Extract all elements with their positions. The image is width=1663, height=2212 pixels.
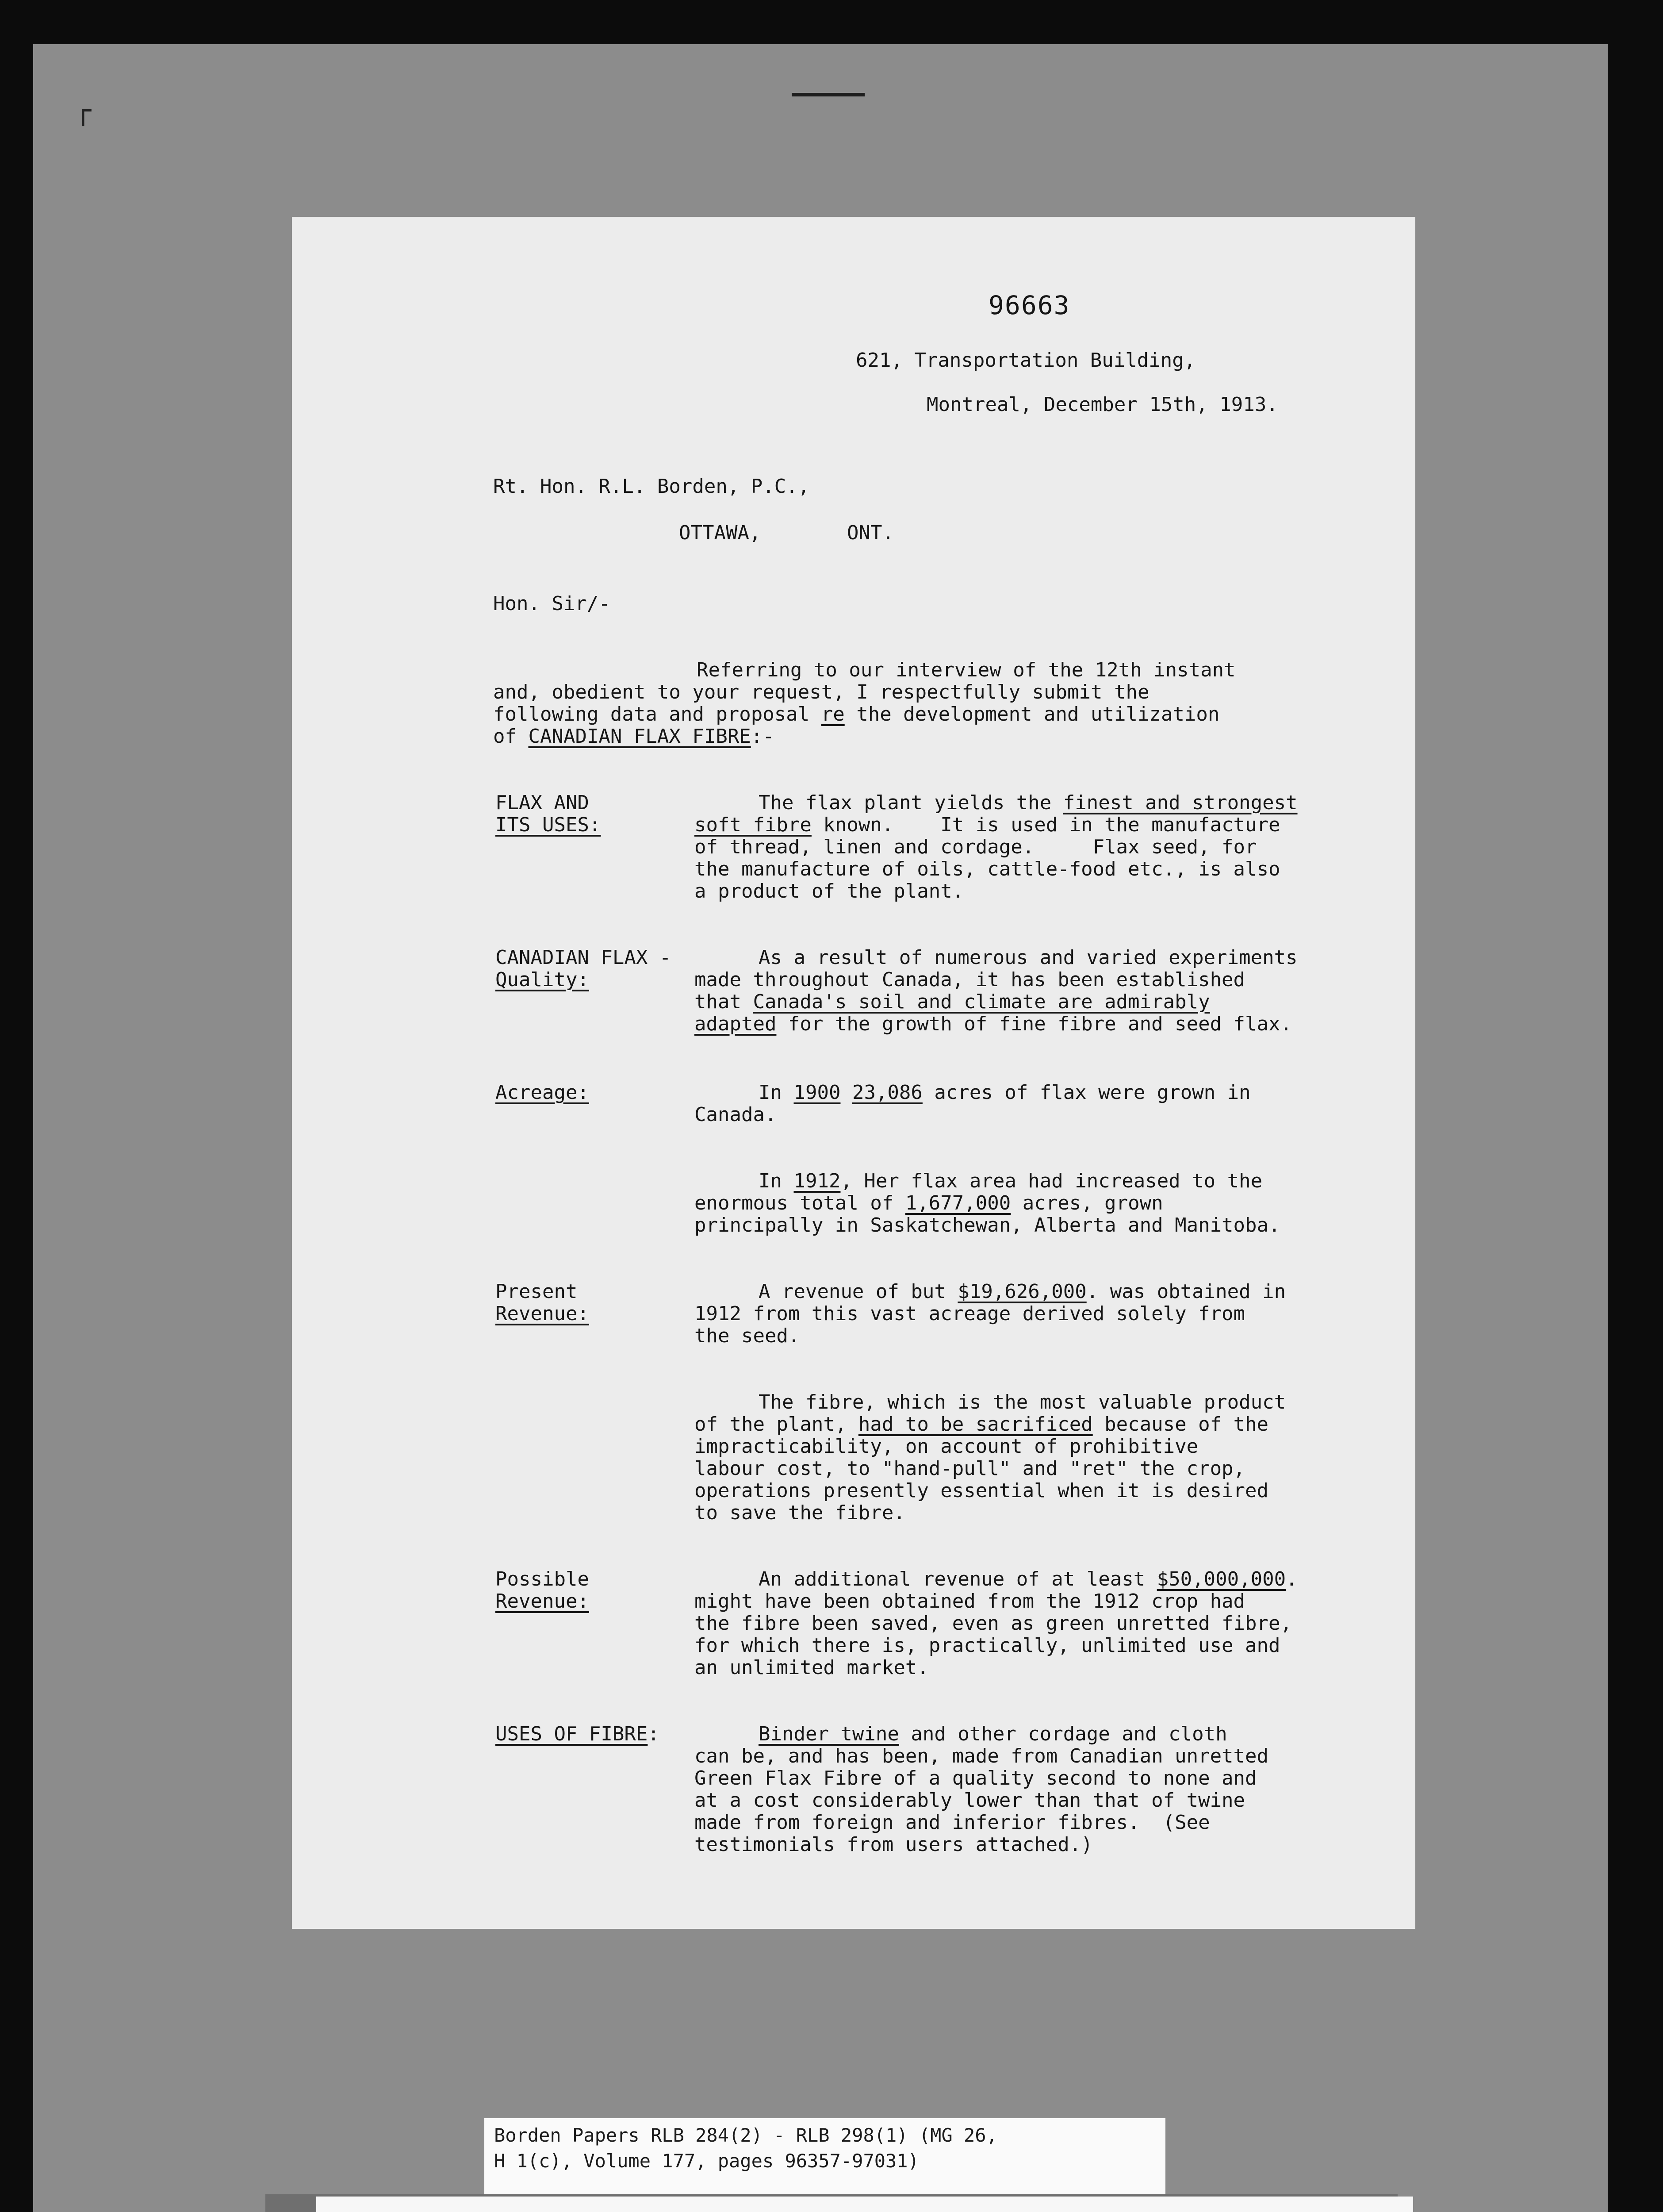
section-label-uses-of-fibre: USES OF FIBRE: — [495, 1723, 659, 1745]
quality-line: that Canada's soil and climate are admirably — [694, 991, 1210, 1013]
fibre-line: to save the fibre. — [694, 1502, 905, 1524]
flax-uses-line: a product of the plant. — [694, 880, 964, 902]
section-label-flax-uses: FLAX AND — [495, 791, 589, 814]
top-rule — [792, 93, 865, 96]
acreage-line: In 1900 23,086 acres of flax were grown in — [759, 1081, 1251, 1104]
section-label-possible-revenue: Possible — [495, 1568, 589, 1590]
quality-line: made throughout Canada, it has been established — [694, 968, 1245, 991]
flax-uses-line: of thread, linen and cordage. Flax seed, for — [694, 836, 1257, 858]
flax-uses-line: the manufacture of oils, cattle-food etc., is also — [694, 858, 1280, 880]
quality-line: adapted for the growth of fine fibre and seed flax. — [694, 1013, 1292, 1035]
uses-of-fibre-line: at a cost considerably lower than that of twine — [694, 1789, 1245, 1812]
recipient-province: ONT. — [847, 522, 894, 544]
fibre-line: of the plant, had to be sacrificed because of the — [694, 1413, 1269, 1436]
possible-revenue-line: for which there is, practically, unlimited use and — [694, 1634, 1280, 1657]
fibre-line: The fibre, which is the most valuable product — [759, 1391, 1286, 1413]
section-label-acreage: Acreage: — [495, 1081, 589, 1104]
flax-uses-line: The flax plant yields the finest and strongest — [759, 791, 1298, 814]
possible-revenue-line: might have been obtained from the 1912 crop had — [694, 1590, 1245, 1613]
fibre-line: impracticability, on account of prohibitive — [694, 1435, 1199, 1458]
salutation: Hon. Sir/- — [493, 592, 610, 615]
recipient-name: Rt. Hon. R.L. Borden, P.C., — [493, 475, 810, 498]
corner-mark: ┌ — [75, 95, 92, 126]
section-label-possible-revenue: Revenue: — [495, 1590, 589, 1613]
fibre-line: labour cost, to "hand-pull" and "ret" the crop, — [694, 1457, 1245, 1480]
present-revenue-line: A revenue of but $19,626,000. was obtained in — [759, 1280, 1286, 1303]
possible-revenue-line: the fibre been saved, even as green unretted fibre, — [694, 1612, 1292, 1635]
uses-of-fibre-line: Binder twine and other cordage and cloth — [759, 1723, 1227, 1745]
uses-of-fibre-line: made from foreign and inferior fibres. (See — [694, 1811, 1210, 1834]
letter-date: Montreal, December 15th, 1913. — [927, 393, 1278, 416]
flax-uses-line: soft fibre known. It is used in the manufacture — [694, 814, 1280, 836]
sender-address: 621, Transportation Building, — [856, 349, 1196, 372]
intro-line: of CANADIAN FLAX FIBRE:- — [493, 725, 774, 748]
caption-line: Borden Papers RLB 284(2) - RLB 298(1) (MG 26, — [494, 2124, 997, 2146]
archives-card — [316, 2197, 1413, 2212]
uses-of-fibre-line: testimonials from users attached.) — [694, 1833, 1093, 1856]
document-number: 96663 — [989, 290, 1070, 320]
intro-line: following data and proposal re the development and utilization — [493, 703, 1220, 726]
archival-caption — [484, 2118, 1165, 2200]
section-label-present-revenue: Revenue: — [495, 1302, 589, 1325]
section-label-flax-uses: ITS USES: — [495, 814, 601, 836]
section-label-present-revenue: Present — [495, 1280, 578, 1303]
letter-page — [292, 217, 1415, 1929]
caption-line: H 1(c), Volume 177, pages 96357-97031) — [494, 2150, 919, 2172]
section-label-quality: CANADIAN FLAX - — [495, 946, 671, 969]
recipient-city: OTTAWA, — [679, 522, 761, 544]
possible-revenue-line: an unlimited market. — [694, 1656, 929, 1679]
intro-line: and, obedient to your request, I respectfully submit the — [493, 681, 1150, 703]
present-revenue-line: the seed. — [694, 1325, 800, 1347]
acreage-line: principally in Saskatchewan, Alberta and Manitoba. — [694, 1214, 1280, 1237]
acreage-line: enormous total of 1,677,000 acres, grown — [694, 1192, 1163, 1214]
section-label-quality: Quality: — [495, 968, 589, 991]
uses-of-fibre-line: can be, and has been, made from Canadian unretted — [694, 1745, 1269, 1767]
fibre-line: operations presently essential when it is desired — [694, 1479, 1269, 1502]
intro-line: Referring to our interview of the 12th instant — [697, 659, 1236, 681]
uses-of-fibre-line: Green Flax Fibre of a quality second to none and — [694, 1767, 1257, 1790]
quality-line: As a result of numerous and varied experiments — [759, 946, 1298, 969]
acreage-line: Canada. — [694, 1103, 777, 1126]
acreage-line: In 1912, Her flax area had increased to the — [759, 1170, 1263, 1192]
present-revenue-line: 1912 from this vast acreage derived solely from — [694, 1302, 1245, 1325]
possible-revenue-line: An additional revenue of at least $50,000,000. — [759, 1568, 1298, 1590]
